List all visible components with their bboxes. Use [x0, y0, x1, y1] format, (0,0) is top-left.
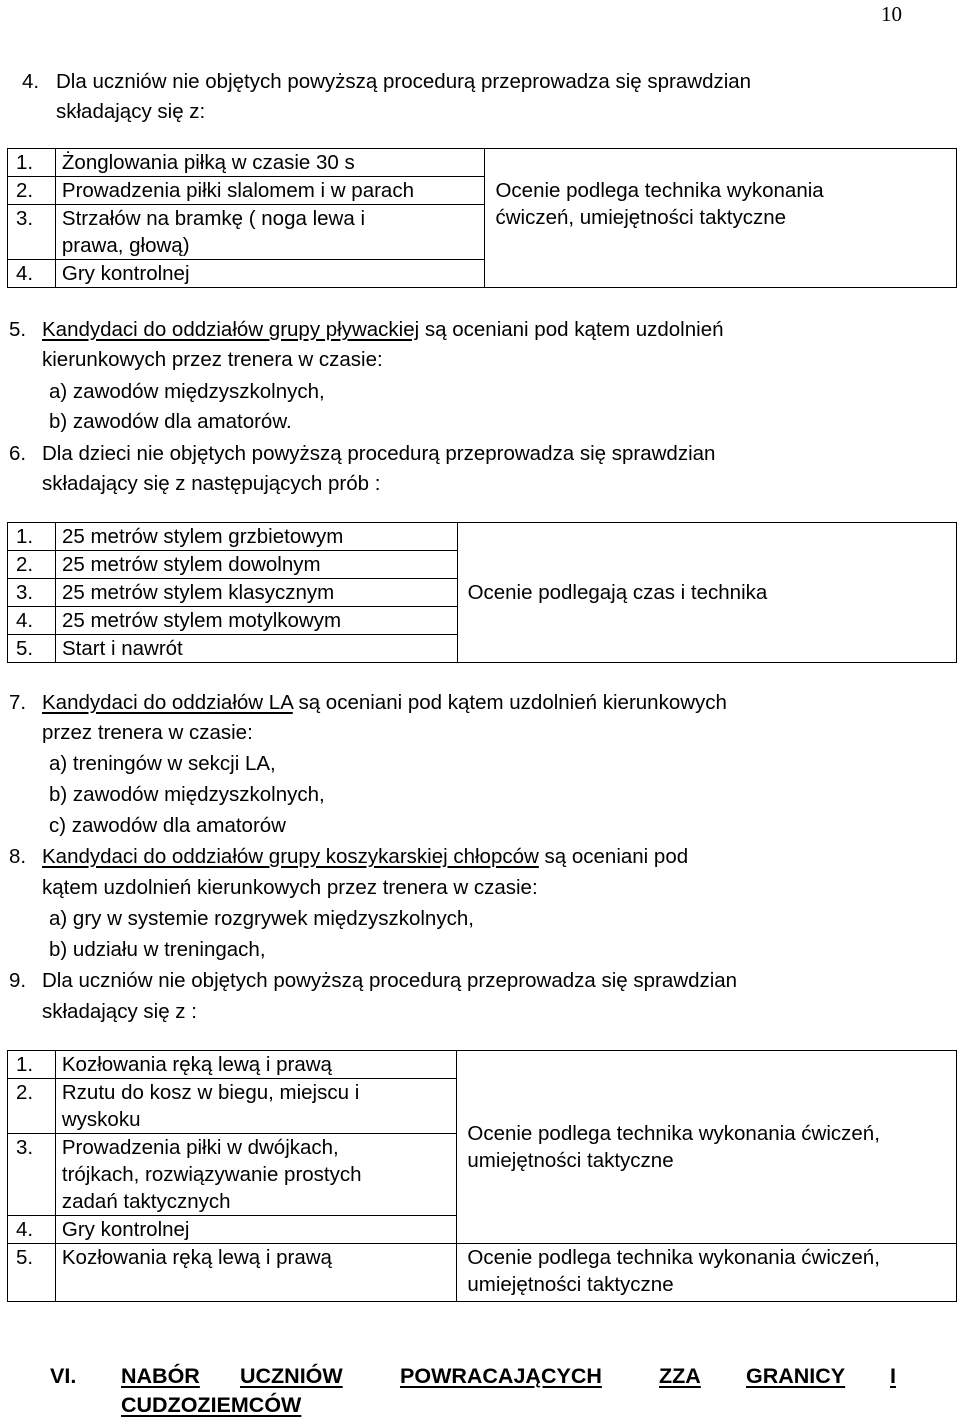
item8-b: b) udziału w treningach,: [49, 938, 266, 961]
item7-title: Kandydaci do oddziałów LA: [42, 691, 293, 714]
table3-remark2: [457, 1244, 957, 1302]
table3-row3-line3: zadań taktycznych: [61, 1190, 231, 1213]
item5-line1: [42, 316, 724, 344]
table3-row4-num: 4.: [8, 1216, 56, 1244]
table2-row5-text: Start i nawrót: [55, 635, 457, 663]
table3-remark1-line2: umiejętności taktyczne: [467, 1149, 674, 1172]
item4-line1: Dla uczniów nie objętych powyższą procedurą przeprowadza się sprawdzian: [56, 70, 752, 93]
item5-b: b) zawodów dla amatorów.: [49, 410, 292, 433]
table3-row1-text: Kozłowania ręką lewą i prawą: [55, 1051, 457, 1079]
table1-remark: [485, 149, 957, 288]
section-number: VI.: [50, 1364, 77, 1388]
section-word-3: POWRACAJĄCYCH: [400, 1364, 602, 1388]
item9-line1: Dla uczniów nie objętych powyższą procedurą przeprowadza się sprawdzian: [42, 969, 738, 992]
table3-row2-line2: wyskoku: [61, 1108, 141, 1131]
table3-row5-text: Kozłowania ręką lewą i prawą: [55, 1244, 457, 1302]
section-word-2: UCZNIÓW: [240, 1364, 343, 1388]
table3-row3-line2: trójkach, rozwiązywanie prostych: [61, 1163, 362, 1186]
table2-row2-text: 25 metrów stylem dowolnym: [55, 551, 457, 579]
table2-row2-num: 2.: [8, 551, 56, 579]
item8-number: 8.: [9, 845, 27, 868]
table1-row2-text: Prowadzenia piłki slalomem i w parach: [55, 177, 485, 205]
item8-line1: [42, 843, 688, 871]
table1-row4-num: 4.: [8, 260, 56, 288]
item5-title: Kandydaci do oddziałów grupy pływackiej: [42, 318, 420, 341]
table1-row1-text: Żonglowania piłką w czasie 30 s: [55, 149, 485, 177]
table3-remark1-line1: Ocenie podlega technika wykonania ćwiczeń,: [467, 1122, 880, 1145]
item8-line2: kątem uzdolnień kierunkowych przez trenera w czasie:: [42, 876, 538, 899]
table2-row1-num: 1.: [8, 523, 56, 551]
section-word-1: NABÓR: [121, 1364, 200, 1388]
page-number: 10: [881, 2, 902, 26]
table1-row1-num: 1.: [8, 149, 56, 177]
item9-line2: składający się z :: [42, 1000, 197, 1023]
table2-row3-text: 25 metrów stylem klasycznym: [55, 579, 457, 607]
table2-row3-num: 3.: [8, 579, 56, 607]
item7-line2: przez trenera w czasie:: [42, 721, 253, 744]
table3-row2-num: 2.: [8, 1079, 56, 1134]
item5-a: a) zawodów międzyszkolnych,: [49, 380, 325, 403]
section-word-6: I: [890, 1364, 896, 1388]
item6-line2: składający się z następujących prób :: [42, 472, 381, 495]
section-line2: CUDZOZIEMCÓW: [121, 1393, 302, 1417]
item7-line1: [42, 689, 727, 717]
item5-rest: są oceniani pod kątem uzdolnień: [419, 318, 724, 341]
section-word-4: ZZA: [659, 1364, 701, 1388]
table2-row4-num: 4.: [8, 607, 56, 635]
table1-remark-line1: Ocenie podlega technika wykonania: [495, 179, 824, 202]
item7-a: a) treningów w sekcji LA,: [49, 752, 276, 775]
item6-line1: Dla dzieci nie objętych powyższą procedurą przeprowadza się sprawdzian: [42, 442, 716, 465]
item8-title: Kandydaci do oddziałów grupy koszykarskiej chłopców: [42, 845, 539, 868]
table2-remark: Ocenie podlegają czas i technika: [457, 523, 956, 663]
table1-row3-text: [55, 205, 485, 260]
table3-remark2-line1: Ocenie podlega technika wykonania ćwiczeń,: [467, 1246, 880, 1269]
table3-row3-text: [55, 1134, 457, 1216]
table1-row2-num: 2.: [8, 177, 56, 205]
table3-row3-num: 3.: [8, 1134, 56, 1216]
table3-row5-num: 5.: [8, 1244, 56, 1302]
section-word-5: GRANICY: [746, 1364, 846, 1388]
table1-row3-num: 3.: [8, 205, 56, 260]
item8-rest: są oceniani pod: [538, 845, 689, 868]
item9-number: 9.: [9, 969, 27, 992]
table2-row4-text: 25 metrów stylem motylkowym: [55, 607, 457, 635]
table3-remark1: [457, 1051, 957, 1244]
table3-row2-text: [55, 1079, 457, 1134]
item7-rest: są oceniani pod kątem uzdolnień kierunkowych: [292, 691, 727, 714]
table1-row3-line2: prawa, głową): [61, 234, 190, 257]
item4-line2: składający się z:: [56, 100, 206, 123]
table1-row3-line1: Strzałów na bramkę ( noga lewa i: [61, 207, 365, 230]
item6-number: 6.: [9, 442, 27, 465]
table1-remark-line2: ćwiczeń, umiejętności taktyczne: [495, 206, 787, 229]
item7-c: c) zawodów dla amatorów: [49, 814, 286, 837]
item7-b: b) zawodów międzyszkolnych,: [49, 783, 325, 806]
table-football-tests: [7, 148, 957, 288]
table2-row5-num: 5.: [8, 635, 56, 663]
item5-line2: kierunkowych przez trenera w czasie:: [42, 348, 383, 371]
item4-number: 4.: [22, 70, 40, 93]
table3-row1-num: 1.: [8, 1051, 56, 1079]
table-basketball-tests: [7, 1050, 957, 1302]
item5-number: 5.: [9, 318, 27, 341]
table-swimming-tests: [7, 522, 957, 663]
table3-row2-line1: Rzutu do kosz w biegu, miejscu i: [61, 1081, 360, 1104]
table3-row4-text: Gry kontrolnej: [55, 1216, 457, 1244]
item8-a: a) gry w systemie rozgrywek międzyszkolnych,: [49, 907, 474, 930]
table3-remark2-line2: umiejętności taktyczne: [467, 1273, 674, 1296]
section-heading: [0, 1362, 960, 1422]
item7-number: 7.: [9, 691, 27, 714]
table1-row4-text: Gry kontrolnej: [55, 260, 485, 288]
table2-row1-text: 25 metrów stylem grzbietowym: [55, 523, 457, 551]
table3-row3-line1: Prowadzenia piłki w dwójkach,: [61, 1136, 339, 1159]
